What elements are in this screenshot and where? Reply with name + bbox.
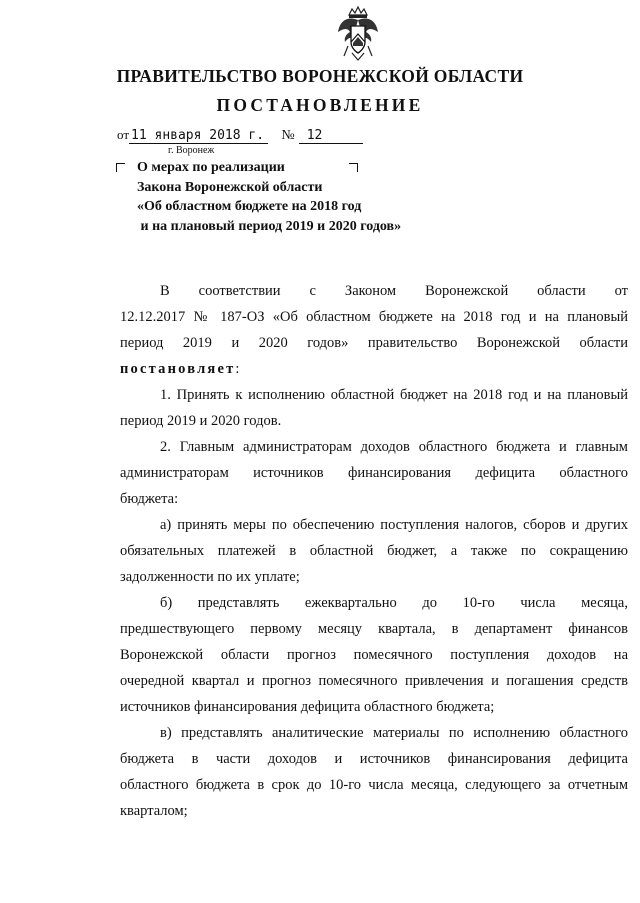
text-line: период 2019 и 2020 годов. — [120, 413, 282, 429]
text-line: очередной квартал и прогноз помесячного привлечения и погашения средств — [120, 673, 628, 689]
item-1 — [120, 382, 628, 434]
text-line: бюджета в части доходов и источников финансирования дефицита — [120, 751, 628, 767]
text-line: кварталом; — [120, 803, 188, 819]
text-line: в) представлять аналитические материалы по исполнению областного — [160, 725, 628, 741]
text-line: бюджета: — [120, 491, 179, 507]
text-line: а) принять меры по обеспечению поступления налогов, сборов и других — [160, 517, 628, 533]
text-line: обязательных платежей в областной бюджет, а также по сокращению — [120, 543, 628, 559]
item-2b — [120, 590, 628, 720]
text-line: задолженности по их уплате; — [120, 569, 300, 585]
text-line: областного бюджета в срок до 10-го числа месяца, следующего за отчетным — [120, 777, 628, 793]
subject-line: и на плановый период 2019 и 2020 годов» — [137, 218, 402, 234]
text-line: 2. Главным администраторам доходов областного бюджета и главным — [160, 439, 628, 455]
subject-bracket-left — [116, 163, 125, 172]
text-line: администраторам источников финансирования дефицита областного — [120, 465, 628, 481]
organization-title: ПРАВИТЕЛЬСТВО ВОРОНЕЖСКОЙ ОБЛАСТИ — [116, 66, 524, 86]
date-prefix: от — [117, 127, 130, 142]
city-label: г. Воронеж — [168, 145, 215, 156]
resolves-word: постановляет — [120, 361, 236, 377]
text-line: 12.12.2017 № 187-ОЗ «Об областном бюджете на 2018 год и на плановый — [120, 309, 628, 325]
item-2 — [120, 434, 628, 512]
preamble-paragraph — [120, 278, 628, 382]
text-line: предшествующего первому месяцу квартала, в департамент финансов — [120, 621, 628, 637]
subject-line: Закона Воронежской области — [137, 179, 323, 195]
item-2c — [120, 720, 628, 824]
text-line — [120, 356, 628, 382]
text-line: 1. Принять к исполнению областной бюджет на 2018 год и на плановый — [160, 387, 628, 403]
text-line: Воронежской области прогноз помесячного поступления доходов на — [120, 647, 628, 663]
subject-line: «Об областном бюджете на 2018 год — [137, 199, 362, 214]
document-body — [120, 278, 628, 824]
document-date: 11 января 2018 г. — [129, 128, 268, 144]
document-number: 12 — [299, 128, 363, 144]
number-label: № — [281, 128, 295, 143]
text-line: б) представлять ежеквартально до 10-го числа месяца, — [160, 595, 628, 611]
document-subject — [137, 158, 401, 236]
colon: : — [235, 361, 240, 377]
text-line: источников финансирования дефицита областного бюджета; — [120, 699, 495, 715]
text-line: период 2019 и 2020 годов» правительство Воронежской области — [120, 335, 628, 351]
document-type-heading: ПОСТАНОВЛЕНИЕ — [216, 95, 424, 115]
item-2a — [120, 512, 628, 590]
coat-of-arms-icon — [336, 6, 380, 62]
subject-line: О мерах по реализации — [137, 160, 285, 175]
text-line: В соответствии с Законом Воронежской области от — [160, 283, 628, 299]
date-number-line — [117, 127, 363, 144]
